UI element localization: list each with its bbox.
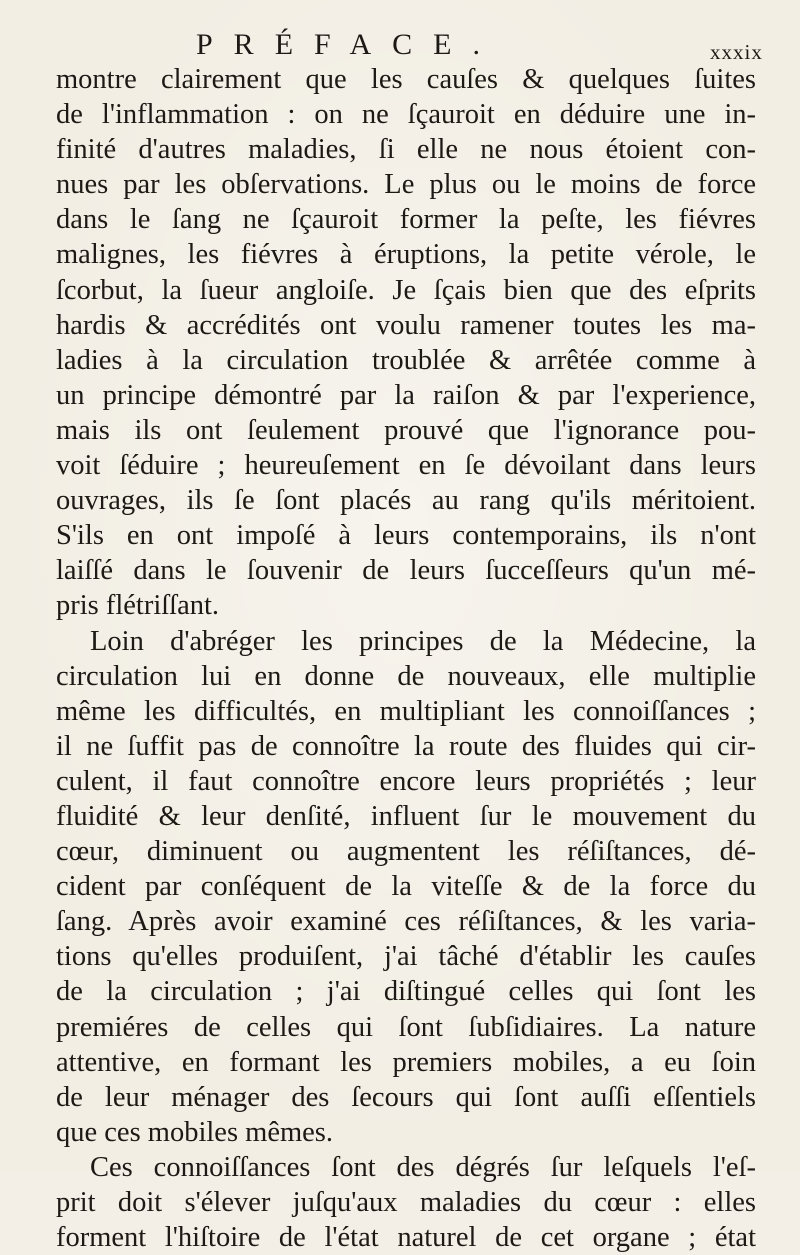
text-line: que ces mobiles mêmes.	[56, 1116, 334, 1148]
text-line: premiéres de celles qui ſont ſubſidiaires. La nature	[56, 1011, 756, 1043]
text-line: de l'inflammation : on ne ſçauroit en déduire une in-	[56, 99, 756, 131]
text-line: de leur ménager des ſecours qui ſont auſſi eſſentiels	[56, 1081, 756, 1113]
text-line: il ne ſuffit pas de connoître la route des fluides qui cir-	[56, 730, 756, 762]
text-line: finité d'autres maladies, ſi elle ne nous étoient con-	[56, 134, 756, 166]
text-line: circulation lui en donne de nouveaux, elle multiplie	[56, 660, 756, 692]
text-line: Ces connoiſſances ſont des dégrés ſur leſquels l'eſ-	[90, 1151, 756, 1183]
text-line: dans le ſang ne ſçauroit former la peſte, les fiévres	[56, 204, 756, 236]
text-line: laiſſé dans le ſouvenir de leurs ſucceſſeurs qu'un mé-	[56, 555, 756, 587]
text-line: pris flétriſſant.	[56, 590, 220, 622]
text-line: fluidité & leur denſité, influent ſur le mouvement du	[56, 800, 756, 832]
text-line: mais ils ont ſeulement prouvé que l'ignorance pou-	[56, 414, 756, 446]
text-line: attentive, en formant les premiers mobiles, a eu ſoin	[56, 1046, 756, 1078]
text-line: cœur, diminuent ou augmentent les réſiſtances, dé-	[56, 836, 756, 868]
text-line: forment l'hiſtoire de l'état naturel de cet organe ; état	[56, 1222, 756, 1254]
text-line: nues par les obſervations. Le plus ou le moins de force	[56, 169, 756, 201]
text-line: hardis & accrédités ont voulu ramener toutes les ma-	[56, 309, 756, 341]
body-text	[56, 62, 756, 1255]
text-line: ladies à la circulation troublée & arrêtée comme à	[56, 344, 756, 376]
text-line: tions qu'elles produiſent, j'ai tâché d'établir les cauſes	[56, 941, 756, 973]
text-line: montre clairement que les cauſes & quelques ſuites	[56, 64, 756, 95]
page-number: xxxix	[710, 40, 763, 64]
text-line: malignes, les fiévres à éruptions, la petite vérole, le	[56, 239, 756, 271]
text-line: culent, il faut connoître encore leurs propriétés ; leur	[56, 765, 756, 797]
text-line: ſcorbut, la ſueur angloiſe. Je ſçais bien que des eſprits	[56, 274, 756, 306]
text-line: voit ſéduire ; heureuſement en ſe dévoilant dans leurs	[56, 450, 756, 482]
text-line: un principe démontré par la raiſon & par l'experience,	[56, 379, 756, 411]
text-line: ſang. Après avoir examiné ces réſiſtances, & les varia-	[56, 906, 756, 938]
text-line: même les difficultés, en multipliant les connoiſſances ;	[56, 695, 756, 727]
text-line: Loin d'abréger les principes de la Médecine, la	[90, 625, 756, 657]
text-line: cident par conſéquent de la viteſſe & de la force du	[56, 871, 756, 903]
text-line: ouvrages, ils ſe ſont placés au rang qu'ils méritoient.	[56, 485, 756, 517]
text-line: prit doit s'élever juſqu'aux maladies du cœur : elles	[56, 1187, 756, 1218]
text-line: S'ils en ont impoſé à leurs contemporains, ils n'ont	[56, 520, 756, 552]
running-title: PRÉFACE.	[196, 28, 501, 61]
text-line: de la circulation ; j'ai diſtingué celles qui ſont les	[56, 976, 756, 1008]
